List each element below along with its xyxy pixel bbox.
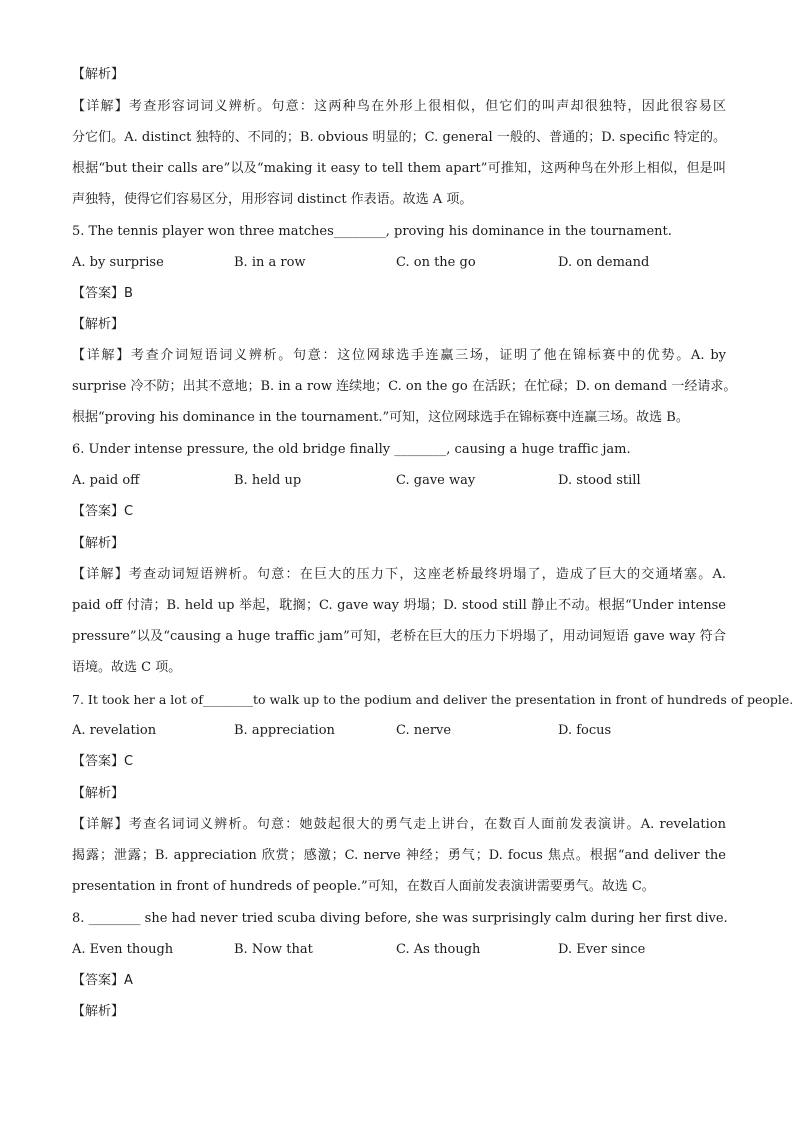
question-stem: 5. The tennis player won three matches________, proving his dominance in the tournament. bbox=[72, 224, 672, 239]
detail-line: surprise 冷不防；出其不意地；B. in a row 连续地；C. on the go 在活跃；在忙碌；D. on demand 一经请求。 bbox=[72, 379, 737, 394]
option-a: A. by surprise bbox=[72, 255, 164, 270]
option-c: C. As though bbox=[396, 942, 481, 957]
answer-label: 【答案】B bbox=[72, 286, 133, 301]
option-b: B. Now that bbox=[234, 942, 313, 957]
option-b: B. appreciation bbox=[234, 723, 335, 738]
option-a: A. paid off bbox=[72, 473, 140, 488]
question-stem: 8. ________ she had never tried scuba diving before, she was surprisingly calm during her first dive. bbox=[72, 911, 728, 926]
detail-line: pressure”以及“causing a huge traffic jam”可知，老桥在巨大的压力下坍塌了，用动词短语 gave way 符合 bbox=[72, 629, 726, 644]
analysis-label: 【解析】 bbox=[72, 786, 125, 801]
option-c: C. nerve bbox=[396, 723, 452, 738]
analysis-label: 【解析】 bbox=[72, 317, 125, 332]
detail-line: 【详解】考查动词短语辨析。句意：在巨大的压力下，这座老桥最终坍塌了，造成了巨大的交通堵塞。A. bbox=[72, 567, 726, 582]
option-a: A. revelation bbox=[72, 723, 157, 738]
analysis-label: 【解析】 bbox=[72, 1004, 125, 1019]
detail-line: 分它们。A. distinct 独特的、不同的；B. obvious 明显的；C. general 一般的、普通的；D. specific 特定的。 bbox=[72, 130, 726, 145]
option-b: B. held up bbox=[234, 473, 302, 488]
detail-line: 【详解】考查介词短语词义辨析。句意：这位网球选手连赢三场，证明了他在锦标赛中的优势。A. by bbox=[72, 348, 726, 363]
detail-line: 根据“but their calls are”以及“making it easy to tell them apart”可推知，这两种鸟在外形上相似，但是叫 bbox=[72, 161, 726, 176]
option-d: D. focus bbox=[558, 723, 612, 738]
analysis-label: 【解析】 bbox=[72, 536, 125, 551]
detail-line: 声独特，使得它们容易区分，用形容词 distinct 作表语。故选 A 项。 bbox=[72, 192, 473, 207]
option-b: B. in a row bbox=[234, 255, 306, 270]
option-d: D. Ever since bbox=[558, 942, 646, 957]
option-d: D. stood still bbox=[558, 473, 641, 488]
question-stem: 6. Under intense pressure, the old bridge finally ________, causing a huge traffic jam. bbox=[72, 442, 631, 457]
detail-line: 根据“proving his dominance in the tournament.”可知，这位网球选手在锦标赛中连赢三场。故选 B。 bbox=[72, 410, 689, 425]
question-stem: 7. It took her a lot of________to walk up to the podium and deliver the presentation in front of hundreds of people. bbox=[72, 692, 794, 707]
option-c: C. gave way bbox=[396, 473, 476, 488]
detail-line: presentation in front of hundreds of people.”可知，在数百人面前发表演讲需要勇气。故选 C。 bbox=[72, 879, 655, 894]
answer-label: 【答案】C bbox=[72, 504, 134, 519]
detail-line: paid off 付清；B. held up 举起，耽搁；C. gave way 坍塌；D. stood still 静止不动。根据“Under intense bbox=[72, 598, 726, 613]
analysis-label: 【解析】 bbox=[72, 67, 125, 82]
detail-line: 【详解】考查名词词义辨析。句意：她鼓起很大的勇气走上讲台，在数百人面前发表演讲。A. revelation bbox=[72, 817, 726, 832]
detail-line: 语境。故选 C 项。 bbox=[72, 660, 182, 675]
detail-line: 【详解】考查形容词词义辨析。句意：这两种鸟在外形上很相似，但它们的叫声却很独特，因此很容易区 bbox=[72, 99, 726, 114]
detail-line: 揭露；泄露；B. appreciation 欣赏；感激；C. nerve 神经；勇气；D. focus 焦点。根据“and deliver the bbox=[72, 848, 726, 863]
answer-label: 【答案】C bbox=[72, 754, 134, 769]
answer-label: 【答案】A bbox=[72, 973, 133, 988]
option-a: A. Even though bbox=[72, 942, 174, 957]
option-d: D. on demand bbox=[558, 255, 650, 270]
option-c: C. on the go bbox=[396, 255, 476, 270]
